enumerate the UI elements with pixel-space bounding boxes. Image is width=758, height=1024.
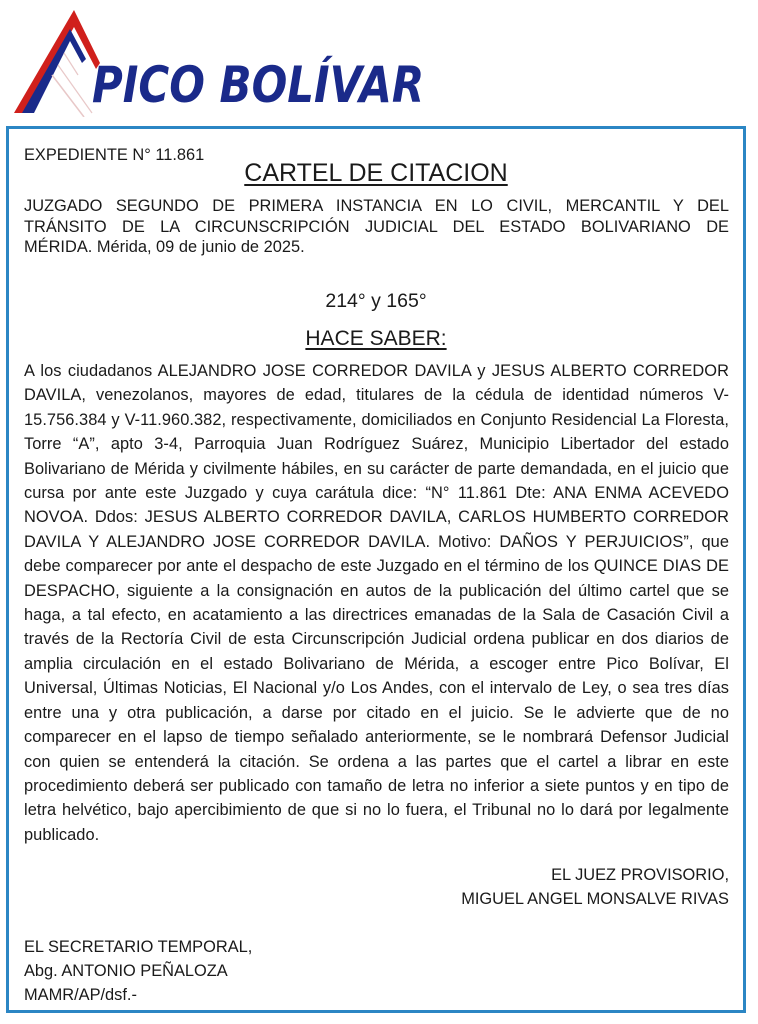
logo-wordmark: PICO BOLÍVAR xyxy=(92,56,425,114)
court-line-3: MÉRIDA. Mérida, 09 de junio de 2025. xyxy=(24,238,305,256)
initials: MAMR/AP/dsf.- xyxy=(24,986,137,1004)
secretary-name: Abg. ANTONIO PEÑALOZA xyxy=(24,962,228,980)
notice-body: A los ciudadanos ALEJANDRO JOSE CORREDOR DAVILA y JESUS ALBERTO CORREDOR DAVILA, venezolanos, mayores de edad, titulares de la cédula de identidad números V-15.756.384 y V-11.960.382, respectivamente, domiciliados en Conjunto Residencial La Floresta, Torre “A”, apto 3-4, Parroquia Juan Rodríguez Suárez, Municipio Libertador del estado Bolivariano de Mérida y civilmente hábiles, en su carácter de parte demandada, en el juicio que cursa por ante este Juzgado y cuya carátula dice: “N° 11.861 Dte: ANA ENMA ACEVEDO NOVOA. Ddos: JESUS ALBERTO CORREDOR DAVILA, CARLOS HUMBERTO CORREDOR DAVILA Y ALEJANDRO JOSE CORREDOR DAVILA. Motivo: DAÑOS Y PERJUICIOS”, que debe comparecer por ante el despacho de este Juzgado en el término de los QUINCE DIAS DE DESPACHO, siguiente a la consignación en autos de la publicación del último cartel que se haga, a tal efecto, en acatamiento a las directrices emanadas de la Sala de Casación Civil a través de la Rectoría Civil de esta Circunscripción Judicial ordena publicar en dos diarios de amplia circulación en el estado Bolivariano de Mérida, a escoger entre Pico Bolívar, El Universal, Últimas Noticias, El Nacional y/o Los Andes, con el intervalo de Ley, o sea tres días entre una y otra publicación, a darse por citado en el juicio. Se le advierte que de no comparecer en el lapso de tiempo señalado anteriormente, se le nombrará Defensor Judicial con quien se entenderá la citación. Se ordena a las partes que el cartel a librar en este procedimiento deberá ser publicado con tamaño de letra no inferior a siete puntos y en tipo de letra helvético, bajo apercibimiento de que si no lo fuera, el Tribunal no lo dará por legalmente publicado. xyxy=(24,362,729,844)
degrees-line: 214° y 165° xyxy=(325,290,427,312)
notice-title-text: CARTEL DE CITACION xyxy=(244,159,508,187)
hace-saber-text: HACE SABER: xyxy=(305,327,447,350)
judge-title: EL JUEZ PROVISORIO, xyxy=(551,866,729,884)
court-line-1: JUZGADO SEGUNDO DE PRIMERA INSTANCIA EN LO CIVIL, MERCANTIL Y DEL xyxy=(24,197,729,215)
notice-frame xyxy=(6,126,746,1013)
notice-title xyxy=(9,157,743,189)
court-header xyxy=(24,196,729,258)
judge-name: MIGUEL ANGEL MONSALVE RIVAS xyxy=(461,890,729,908)
expediente-number: EXPEDIENTE N° 11.861 xyxy=(24,146,205,164)
hace-saber-heading xyxy=(9,325,743,353)
pico-bolivar-logo xyxy=(12,5,425,117)
court-line-2: TRÁNSITO DE LA CIRCUNSCRIPCIÓN JUDICIAL DEL ESTADO BOLIVARIANO DE xyxy=(24,217,729,236)
judge-signature xyxy=(461,863,729,911)
secretary-title: EL SECRETARIO TEMPORAL, xyxy=(24,938,253,956)
secretary-signature xyxy=(24,935,252,1007)
